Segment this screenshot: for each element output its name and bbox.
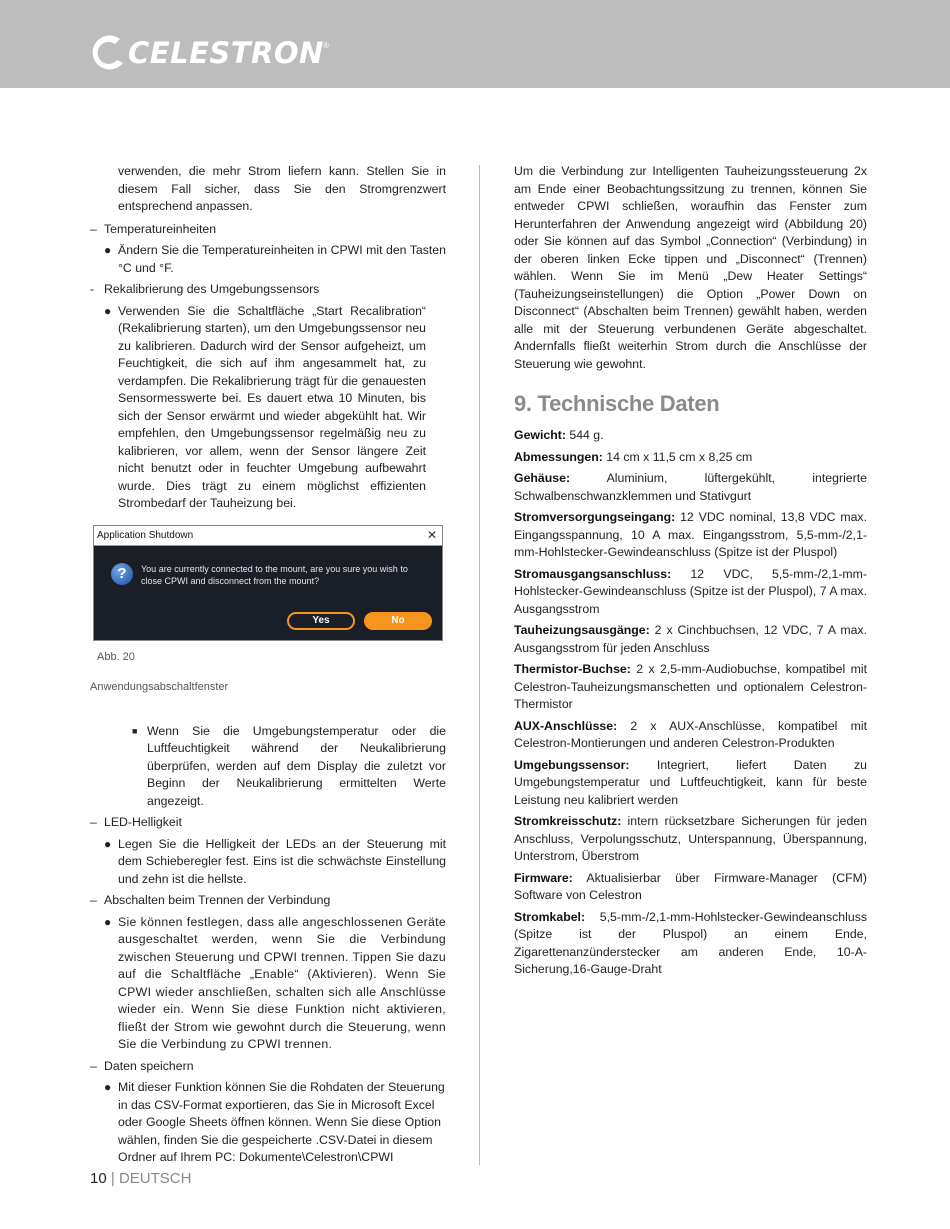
spec-value: intern rücksetzbare Sicherungen für jeden Anschluss, Verpolungsschutz, Unterspannung, Überspannung, Unterstrom, Überstrom (514, 814, 867, 863)
list-item-power-down (90, 892, 446, 910)
spec-label: Stromausgangsanschluss: (514, 566, 672, 581)
logo-registered-mark: ® (323, 41, 329, 50)
spec-value: 2 x AUX-Anschlüsse, kompatibel mit Celestron-Montierungen und anderen Celestron-Produkten (514, 718, 867, 750)
yes-button[interactable]: Yes (287, 612, 355, 630)
close-icon[interactable]: ✕ (426, 527, 437, 542)
spec-entry (514, 470, 867, 505)
heading-temperature-units: Temperatureinheiten (104, 221, 217, 236)
spec-entry (514, 622, 867, 657)
spec-entry (514, 909, 867, 979)
list-item-recalibration (90, 281, 446, 299)
page-header (0, 0, 950, 88)
spec-entry (514, 449, 867, 467)
bullet-text: Wenn Sie die Umgebungstemperatur oder die Luftfeuchtigkeit während der Neukalibrierung überprüfen, werden auf dem Display die zuletzt vor Beginn der Neukalibrierung ermittelten Werte angezeigt. (147, 723, 446, 808)
spec-label: Stromkreisschutz: (514, 814, 622, 828)
heading-power-down: Abschalten beim Trennen der Verbindung (104, 893, 331, 907)
spec-label: Umgebungssensor: (514, 757, 630, 772)
spec-entry (514, 757, 867, 810)
bullet-marker: ● (104, 914, 112, 929)
page-number: 10 (90, 1170, 107, 1187)
square-bullet-marker: ■ (132, 725, 138, 736)
bullet-marker: ● (104, 1080, 112, 1094)
bullet-marker: ● (104, 243, 112, 257)
dash-marker: - (90, 282, 95, 296)
list-item-save-data (90, 1058, 446, 1076)
dialog-titlebar (94, 526, 442, 546)
intro-paragraph: Um die Verbindung zur Intelligenten Tauheizungssteuerung 2x am Ende einer Beobachtungssitzung zu trennen, können Sie entweder CPWI schließen, woraufhin das Fenster zum Herunterfahren der Anwendung angezeigt wird (Abbildung 20) oder Sie können auf das Symbol „Connection“ (Verbindung) in der oberen linken Ecke tippen und „Disconnect“ (Trennen) wählen. Wenn Sie im Menü „Dew Heater Settings“ (Tauheizungseinstellungen) die Option „Power Down on Disconnect“ (Abschalten beim Trennen) gewählt haben, werden alle mit der Steuerung verbundenen Geräte abgeschaltet. Andernfalls fließt weiterhin Strom durch die Anschlüsse der Steuerung wie gewohnt. (514, 164, 867, 371)
no-button[interactable]: No (364, 612, 432, 630)
page-footer (90, 1170, 191, 1187)
application-shutdown-dialog (93, 525, 443, 641)
heading-recalibration: Rekalibrierung des Umgebungssensors (104, 282, 320, 296)
bullet-text: Legen Sie die Helligkeit der LEDs an der Steuerung mit dem Schieberegler fest. Eins ist die schwächste Einstellung und zehn ist die hellste. (118, 836, 446, 886)
logo-text: CELESTRON (128, 36, 324, 70)
spec-entry (514, 566, 867, 619)
bullet-item (90, 836, 446, 889)
spec-label: AUX-Anschlüsse: (514, 718, 618, 733)
spec-value: Aktualisierbar über Firmware-Manager (CFM) Software von Celestron (514, 870, 867, 902)
spec-value: 5,5-mm-/2,1-mm-Hohlstecker-Gewindeanschluss (Spitze ist der Pluspol) an einem Ende, Zigarettenanzünderstecker am anderen Ende, 10-A-Sicherung,16-Gauge-Draht (514, 909, 867, 976)
bullet-marker: ● (104, 303, 112, 318)
bullet-item (90, 914, 446, 1054)
spec-entry (514, 718, 867, 753)
right-column (514, 163, 867, 983)
dialog-title: Application Shutdown (97, 529, 194, 541)
spec-entry (514, 427, 867, 445)
footer-language: DEUTSCH (118, 1170, 192, 1187)
spec-label: Abmessungen: (514, 449, 603, 464)
dash-marker: – (90, 893, 97, 907)
list-item-led (90, 814, 446, 832)
left-column (90, 163, 446, 1171)
logo-swoosh-icon (90, 33, 130, 73)
footer-separator: | (110, 1170, 115, 1187)
heading-led-brightness: LED-Helligkeit (104, 815, 182, 829)
bullet-text: Mit dieser Funktion können Sie die Rohdaten der Steuerung in das CSV-Format exportieren, das Sie in Microsoft Excel oder Google Sheets öffnen können. Wenn Sie diese Option wählen, finden Sie die gespeicherte .CSV-Datei in diesem Ordner auf Ihrem PC: Dokumente\Celestron\CPWI (118, 1080, 445, 1164)
spec-label: Gewicht: (514, 428, 566, 442)
bullet-text: Ändern Sie die Temperatureinheiten in CPWI mit den Tasten °C und °F. (118, 243, 446, 275)
column-divider (479, 165, 480, 1165)
spec-label: Tauheizungsausgänge: (514, 623, 650, 637)
bullet-marker: ● (104, 836, 112, 851)
dash-marker: – (90, 815, 97, 829)
spec-value: 2 x Cinchbuchsen, 12 VDC, 7 A max. Ausgangsstrom für jeden Anschluss (514, 623, 867, 655)
spec-value: Integriert, liefert Daten zu Umgebungstemperatur und Luftfeuchtigkeit, kann für beste Leistung neu kalibriert werden (514, 757, 867, 807)
paragraph-continuation: verwenden, die mehr Strom liefern kann. Stellen Sie in diesem Fall sicher, dass Sie den Stromgrenzwert entsprechend anpassen. (118, 164, 446, 213)
heading-save-data: Daten speichern (104, 1058, 194, 1073)
bullet-item (90, 242, 446, 277)
section-title: 9. Technische Daten (514, 391, 720, 416)
figure-caption: Anwendungsabschaltfenster (90, 681, 229, 693)
bullet-text: Verwenden Sie die Schaltfläche „Start Recalibration“ (Rekalibrierung starten), um den Umgebungssensor neu zu kalibrieren. Dadurch wird der Sensor aufgeheizt, um Feuchtigkeit, die sich auf ihm angesammelt hat, zu verdampfen. Die Rekalibrierung trägt für die genauesten Sensormesswerte bei. Es dauert etwa 10 Minuten, bis sich der Sensor erwärmt und wieder abgekühlt hat. Wir empfehlen, den Umgebungssensor regelmäßig neu zu kalibrieren, vor allem, wenn der Sensor längere Zeit nicht benutzt oder in feuchter Umgebung aufbewahrt wurde. Dies trägt zu einem möglichst effizienten Strombedarf der Tauheizung bei. (118, 303, 426, 510)
question-icon: ? (111, 563, 133, 585)
dash-marker: – (90, 221, 97, 236)
spec-value: 14 cm x 11,5 cm x 8,25 cm (602, 449, 753, 464)
dash-marker: – (90, 1058, 97, 1073)
spec-label: Gehäuse: (514, 471, 571, 485)
spec-value: 12 VDC nominal, 13,8 VDC max. Eingangsspannung, 10 A max. Eingangsstrom, 5,5-mm-/2,1-mm-Hohlstecker-Gewindeanschluss (Spitze ist der Pluspol) (514, 510, 867, 559)
spec-entry (514, 509, 867, 562)
spec-value: Aluminium, lüftergekühlt, integrierte Schwalbenschwanzklemmen und Stativgurt (514, 471, 867, 503)
spec-value: 12 VDC, 5,5-mm-/2,1-mm-Hohlstecker-Gewindeanschluss (Spitze ist der Pluspol), 7 A max. Ausgangsstrom (514, 566, 867, 616)
spec-value: 2 x 2,5-mm-Audiobuchse, kompatibel mit Celestron-Tauheizungsmanschetten und optionalem Celestron-Thermistor (514, 662, 867, 711)
spec-value: 544 g. (565, 428, 604, 442)
bullet-item (90, 1079, 446, 1167)
spec-label: Stromkabel: (514, 909, 586, 924)
spec-entry (514, 813, 867, 866)
celestron-logo (90, 33, 340, 73)
bullet-item (90, 303, 446, 513)
spec-entry (514, 661, 867, 714)
dialog-message: You are currently connected to the mount, are you sure you wish to close CPWI and disconnect from the mount? (141, 563, 408, 586)
square-bullet-item (90, 723, 446, 811)
specs-list (514, 427, 867, 979)
spec-label: Stromversorgungseingang: (514, 510, 676, 524)
figure-number: Abb. 20 (97, 650, 135, 663)
spec-label: Firmware: (514, 870, 573, 885)
list-item-temperature (90, 221, 446, 239)
bullet-text: Sie können festlegen, dass alle angeschlossenen Geräte ausgeschaltet werden, wenn Sie die Verbindung zwischen Steuerung und CPWI trennen. Tippen Sie dazu auf die Schaltfläche „Enable“ (Aktivieren). Wenn Sie CPWI wieder anschließen, schalten sich alle Anschlüsse wieder ein. Wenn Sie diese Funktion nicht aktivieren, fließt der Strom wie gewohnt durch die Steuerung, wenn Sie die Verbindung zu CPWI trennen. (118, 914, 446, 1051)
spec-label: Thermistor-Buchse: (514, 662, 631, 676)
spec-entry (514, 870, 867, 905)
